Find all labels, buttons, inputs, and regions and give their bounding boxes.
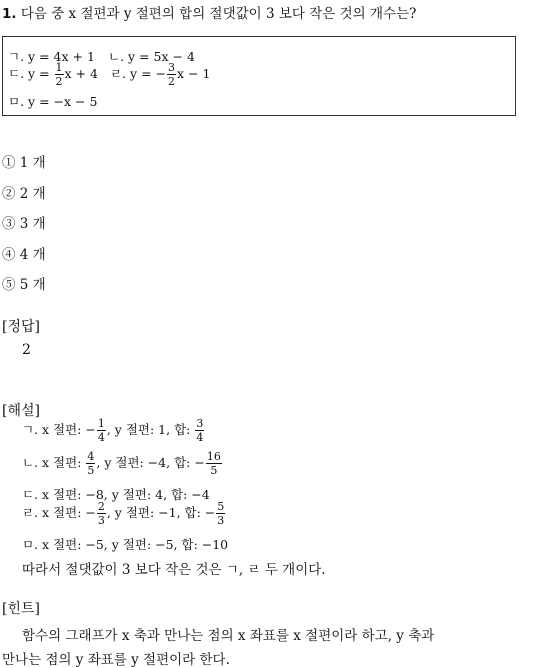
solution-line-a (22, 418, 205, 443)
solution-b-fraction-1 (86, 451, 95, 476)
fraction-numerator: 1 (97, 417, 105, 430)
condition-c-pre: y = (28, 66, 50, 81)
fraction-numerator: 16 (206, 450, 221, 463)
condition-d (110, 62, 210, 87)
fraction-denominator: 4 (97, 431, 105, 444)
condition-c-marker: ㄷ. (8, 66, 25, 81)
solution-line-b (22, 451, 223, 476)
solution-a-mid: , y 절편: 1, 합: (106, 422, 195, 437)
choice-1-text: 1 개 (19, 155, 46, 171)
choice-1[interactable] (2, 151, 46, 171)
fraction-denominator: 5 (210, 464, 218, 477)
hint-line-2: 만나는 점의 y 좌표를 y 절편이라 한다. (2, 652, 230, 668)
hint-line-1: 함수의 그래프가 x 축과 만나는 점의 x 좌표를 x 절편이라 하고, y 축과 (22, 628, 435, 644)
solution-a-pre: ㄱ. x 절편: − (22, 422, 96, 437)
question-text: 다음 중 x 절편과 y 절편의 합의 절댓값이 3 보다 작은 것의 개수는? (20, 6, 417, 22)
choice-5[interactable] (2, 273, 46, 293)
choice-1-marker: ① (2, 155, 16, 171)
condition-e-eq: y = −x − 5 (28, 94, 98, 109)
fraction-numerator: 4 (87, 450, 95, 463)
fraction-numerator: 3 (196, 417, 204, 430)
solution-b-mid: , y 절편: −4, 합: − (96, 455, 205, 470)
choice-4[interactable] (2, 243, 46, 263)
answer-label: [정답] (2, 319, 40, 335)
fraction-denominator: 3 (97, 514, 105, 527)
condition-e (8, 92, 97, 110)
condition-d-marker: ㄹ. (110, 66, 127, 81)
solution-d-fraction-2 (216, 501, 225, 526)
condition-d-fraction (167, 62, 176, 87)
fraction-denominator: 4 (196, 431, 204, 444)
fraction-denominator: 2 (55, 75, 63, 88)
choice-2[interactable] (2, 182, 46, 202)
fraction-denominator: 2 (168, 75, 176, 88)
solution-d-pre: ㄹ. x 절편: − (22, 505, 96, 520)
solution-line-e: ㅁ. x 절편: −5, y 절편: −5, 합: −10 (22, 537, 229, 552)
solution-a-fraction-2 (195, 418, 204, 443)
question-number: 1. (2, 6, 17, 22)
condition-c (8, 62, 98, 87)
choice-3-text: 3 개 (19, 216, 46, 232)
fraction-denominator: 3 (217, 514, 225, 527)
condition-b-eq: y = 5x − 4 (128, 49, 195, 64)
choice-5-text: 5 개 (19, 277, 46, 293)
choice-3-marker: ③ (2, 216, 16, 232)
fraction-numerator: 2 (97, 500, 105, 513)
condition-a-marker: ㄱ. (8, 49, 25, 64)
condition-c-post: x + 4 (64, 66, 98, 81)
solution-d-mid: , y 절편: −1, 합: − (106, 505, 216, 520)
solution-label: [해설] (2, 403, 40, 419)
condition-e-marker: ㅁ. (8, 94, 25, 109)
solution-b-fraction-2 (206, 451, 222, 476)
answer-value: 2 (22, 342, 31, 358)
fraction-numerator: 5 (217, 500, 225, 513)
fraction-numerator: 3 (168, 61, 176, 74)
choice-4-marker: ④ (2, 247, 16, 263)
condition-a-eq: y = 4x + 1 (28, 49, 95, 64)
fraction-numerator: 1 (55, 61, 63, 74)
solution-line-d (22, 501, 226, 526)
solution-conclusion: 따라서 절댓값이 3 보다 작은 것은 ㄱ, ㄹ 두 개이다. (22, 562, 326, 578)
choice-2-marker: ② (2, 186, 16, 202)
condition-b-marker: ㄴ. (108, 49, 125, 64)
solution-line-c: ㄷ. x 절편: −8, y 절편: 4, 합: −4 (22, 487, 210, 502)
question (2, 2, 416, 22)
condition-d-post: x − 1 (177, 66, 211, 81)
solution-d-fraction-1 (97, 501, 106, 526)
choice-2-text: 2 개 (19, 186, 46, 202)
fraction-denominator: 5 (87, 464, 95, 477)
hint-label: [힌트] (2, 601, 40, 617)
choice-3[interactable] (2, 212, 46, 232)
condition-c-fraction (55, 62, 64, 87)
choice-5-marker: ⑤ (2, 277, 16, 293)
choice-4-text: 4 개 (19, 247, 46, 263)
solution-a-fraction-1 (97, 418, 106, 443)
solution-b-pre: ㄴ. x 절편: (22, 455, 86, 470)
condition-d-pre: y = − (130, 66, 167, 81)
